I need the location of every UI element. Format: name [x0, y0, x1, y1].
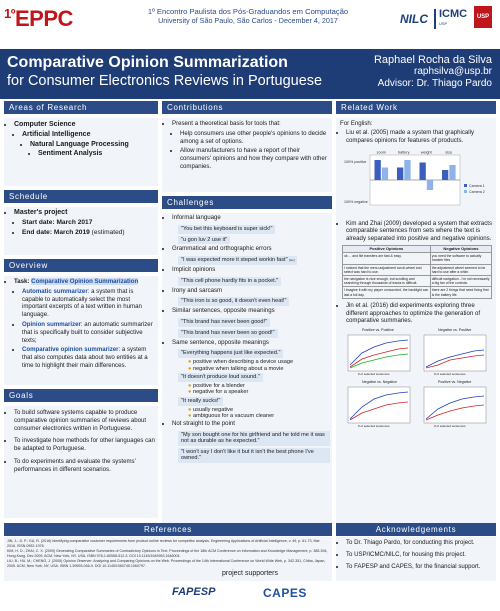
overview-automatic: • Automatic summarizer: a system that is capable to automatically select the most important excerpts of a text written in human language. [22, 288, 156, 319]
legend-label: Camera 1 [469, 183, 485, 188]
kim-header-positive: Positive Opinions [343, 245, 431, 252]
ack-2: • To USP/ICMC/NILC, for housing this project. [346, 551, 496, 559]
tick-label: weight [420, 150, 432, 155]
challenge-similar: • Similar sentences, opposite meanings [172, 307, 330, 315]
goals-box [4, 406, 158, 518]
ack-1: • To Dr. Thiago Pardo, for conducting this project. [346, 539, 496, 547]
quote-informal-1: "You bet this keyboard is super sick!" [178, 225, 275, 234]
jin-xlabel-1: # of selected sentences [358, 372, 390, 377]
bar [404, 160, 410, 180]
section-heading-related: Related Work [336, 101, 496, 114]
challenge-grammar: • Grammatical and orthographic errors [172, 245, 330, 253]
table-row: I imagine it with my player unmounted, the backlight can last a full day. there are 2 things that need fixing first is the battery life. [343, 287, 492, 298]
jin-title-1: Positive vs. Positive [362, 328, 394, 333]
challenge-irony: • Irony and sarcasm [172, 287, 330, 295]
quote-same-2: "It doesn't produce loud sound." [178, 373, 263, 382]
icmc-logo: ICMC USP [434, 9, 467, 29]
tick-label: zoom [376, 150, 386, 155]
jin-xlabel-3: # of selected sentences [358, 424, 390, 429]
legend-label: Camera 2 [469, 189, 485, 194]
goal-1: • To build software systems capable to produce comparative opinion summaries of reviews about consumer electronics written in Portuguese. [14, 409, 156, 432]
bar [427, 180, 433, 190]
reference-2: KIM, H. D.; ZHAI, C. X. (2009) Generating Comparative Summaries of Contradictory Opinions in Text. Proceedings of the 18th ACM Conference on Information and Knowledge Management, p. 385-394, Hong Kong, Dec 2009. ACM, New York, NY, USA. ISBN 978-1-60558-512-3. DOI 10.1145/1645953.1646004. [7, 549, 328, 558]
title-banner [0, 49, 500, 99]
same-answer-4: ● negative for a speaker [188, 389, 249, 396]
area-sa: • Sentiment Analysis [38, 150, 158, 158]
same-answer-5: ● usually negative [188, 406, 234, 413]
supporters-label: project supporters [221, 570, 279, 577]
goal-3: • To do experiments and evaluate the systems' performances in different scenarios. [14, 458, 156, 474]
jin-panel-4 [424, 387, 486, 423]
area-ai: • Artificial Intelligence [22, 131, 158, 139]
overview-task: • Task: Comparative Opinion Summarization [14, 278, 156, 286]
challenge-informal: • Informal language [172, 214, 330, 222]
related-kim: • Kim and Zhai (2009) developed a system that extracts comparable sentences from sets where the text is already separated into positive and negative opinions. [346, 220, 494, 243]
same-answer-6: ● ambiguous for a vacuum cleaner [188, 413, 275, 420]
jin-charts [342, 327, 492, 431]
jin-panel-2 [424, 335, 486, 371]
jin-title-4: Positive vs. Negative [438, 380, 472, 385]
section-heading-goals: Goals [4, 389, 158, 402]
overview-box [4, 276, 158, 385]
reference-1: JIN, J.; JI, P.; GU, R. (2016) Identifying comparative customer requirements from product online reviews for competitor analysis. Engineering Applications of Artificial Intelligence, v. 49, p. 61-73, Mar 2016. ISSN 0952-1976. [7, 539, 320, 548]
schedule-start: • Start date: March 2017 [22, 219, 158, 227]
ambiguous-dot-icon: ● [188, 413, 192, 420]
conference-info [118, 7, 378, 25]
jin-panel-3 [348, 387, 410, 423]
section-heading-challenges: Challenges [162, 196, 332, 209]
poster-title: Comparative Opinion Summarization for Consumer Electronics Reviews in Portuguese [7, 54, 323, 89]
schedule-box [4, 207, 158, 255]
table-row: ok ... and file transfers are fast & easy. you need the software to actually transfer files [343, 253, 492, 264]
nilc-logo: NILC [400, 12, 428, 26]
ack-3: • To FAPESP and CAPES, for the financial support. [346, 563, 496, 571]
quote-grammar-1: "I was expected more it steped workin fast" [sic] [178, 256, 297, 265]
table-row: the navigation is nice enough, but scrolling and searching through thousands of tracks is difficult. difficult navigation - i'm not necessarily a big fan of the controls. [343, 276, 492, 287]
quote-straight-2: "I won't say I don't like it but it isn't the best phone I've owned." [178, 448, 330, 463]
jin-panel-1 [348, 335, 410, 371]
reference-3: LIU, B.; HU, M.; CHENG, J. (2005) Opinion Observer: Analyzing and Comparing Opinions on the Web. Proceedings of the 14th International Conference on World Wide Web, p. 342-351, Chiba, Japan, 2005. ACM, New York, NY, USA. ISBN 1-59593-046-9. DOI 10.1145/1060745.1060797. [7, 559, 326, 568]
quote-irony-1: "This iron is so good, it doesn't even heat!" [178, 297, 289, 306]
column-left [4, 101, 158, 518]
liu-chart [342, 147, 492, 216]
ylabel-bottom: 100% negative [344, 199, 368, 204]
same-answer-3: ● positive for a blender [188, 382, 245, 389]
contribution-consumers: • Help consumers use other people's opinions to decide among a set of options. [180, 130, 330, 146]
quote-same-3: "It really sucks!" [178, 397, 223, 406]
quote-similar-2: "This brand has never been so good!" [178, 329, 278, 338]
conference-venue: University of São Paulo, São Carlos - December 4, 2017 [158, 16, 338, 25]
same-answer-2: ● negative when talking about a movie [188, 365, 284, 372]
jin-line-charts [342, 327, 492, 431]
section-heading-areas: Areas of Research [4, 101, 158, 114]
schedule-end: • End date: March 2019 (estimated) [22, 229, 158, 237]
legend-swatch [464, 184, 467, 187]
jin-title-3: Negative vs. Negative [362, 380, 397, 385]
goal-2: • To investigate how methods for other languages can be adapted to Portuguese. [14, 437, 156, 453]
column-middle [162, 101, 332, 535]
related-liu: • Liu et al. (2005) made a system that graphically compares opinions for features of products. [346, 129, 494, 145]
bar [420, 162, 426, 180]
section-heading-overview: Overview [4, 259, 158, 272]
same-answer-1: ● positive when describing a device usage [188, 358, 294, 365]
area-cs: • Computer Science [14, 121, 158, 129]
challenges-box [162, 213, 332, 535]
kim-table [342, 245, 492, 299]
liu-bar-chart [342, 147, 492, 211]
areas-box [4, 118, 158, 186]
supporters [0, 570, 500, 611]
positive-dot-icon: ● [188, 382, 192, 389]
conference-name: 1º Encontro Paulista dos Pós-Graduandos em Computação [147, 7, 349, 16]
quote-informal-2: "u gon luv 2 use it" [178, 236, 230, 245]
quote-same-1: "Everything happens just like expected." [178, 349, 283, 358]
section-heading-schedule: Schedule [4, 190, 158, 203]
jin-xlabel-2: # of selected sentences [434, 372, 466, 377]
advisor: Advisor: Dr. Thiago Pardo [377, 78, 492, 89]
bar [397, 167, 403, 180]
schedule-project: • Master's project [14, 209, 158, 217]
area-nlp: • Natural Language Processing [30, 141, 158, 149]
ylabel-top: 100% positive [344, 159, 367, 164]
contributions-box [162, 118, 332, 192]
contribution-main: • Present a theoretical basis for tools that: [172, 120, 330, 128]
quote-implicit-1: "This cell phone hardly fits in a pocket." [178, 277, 281, 286]
quote-similar-1: "This brand has never been good!" [178, 318, 270, 327]
for-english: For English: [340, 120, 373, 127]
column-right [336, 101, 496, 526]
usp-logo: USP [474, 6, 492, 28]
negative-dot-icon: ● [188, 365, 192, 372]
table-row: I noticed that the menu adjustment scroll-wheel and select was hard to use. the adjustment wheel seemed to be hard to use after a while. [343, 264, 492, 275]
capes-logo: CAPES [263, 586, 307, 600]
bar [375, 160, 381, 180]
negative-dot-icon: ● [188, 389, 192, 396]
contribution-manufacturers: • Allow manufacturers to have a report of their consumers' opinions and how they compare with other companies. [180, 147, 330, 170]
fapesp-logo: FAPESP [172, 586, 216, 598]
jin-xlabel-4: # of selected sentences [434, 424, 466, 429]
challenge-straight: • Not straight to the point [172, 420, 330, 428]
bar [449, 165, 455, 180]
negative-dot-icon: ● [188, 406, 192, 413]
overview-opinion: • Opinion summarizer: an automatic summarizer that is specifically built to consider subjective texts; [22, 321, 156, 344]
header [0, 0, 500, 48]
section-heading-references: References [4, 523, 332, 536]
jin-title-2: Negative vs. Positive [438, 328, 472, 333]
challenge-implicit: • Implicit opinions [172, 266, 330, 274]
positive-dot-icon: ● [188, 358, 192, 365]
quote-straight-1: "My son bought one for his girlfriend and he told me it was not as durable as he expected." [178, 431, 330, 446]
author-name: Raphael Rocha da Silva [373, 54, 492, 66]
challenge-same: • Same sentence, opposite meanings [172, 339, 330, 347]
legend-swatch [464, 190, 467, 193]
conference-logo: $^{1º}$EPPC [4, 6, 73, 31]
overview-comparative: • Comparative opinion summarizer: a system that also computes data about two entities at a time to highlight their main differences. [22, 346, 156, 369]
tick-label: battery [397, 150, 410, 155]
section-heading-contributions: Contributions [162, 101, 332, 114]
related-box [336, 118, 496, 526]
author-email[interactable]: raphsilva@usp.br [414, 66, 492, 77]
kim-header-negative: Negative Opinions [430, 245, 491, 252]
section-heading-acks: Acknowledgements [336, 523, 496, 536]
related-jin: • Jin et al. (2016) did experiments exploring three different approaches to optimize the generation of comparative summaries. [346, 302, 494, 325]
bar [442, 170, 448, 180]
author-block [374, 54, 492, 90]
bar [382, 167, 388, 180]
tick-label: size [445, 150, 453, 155]
